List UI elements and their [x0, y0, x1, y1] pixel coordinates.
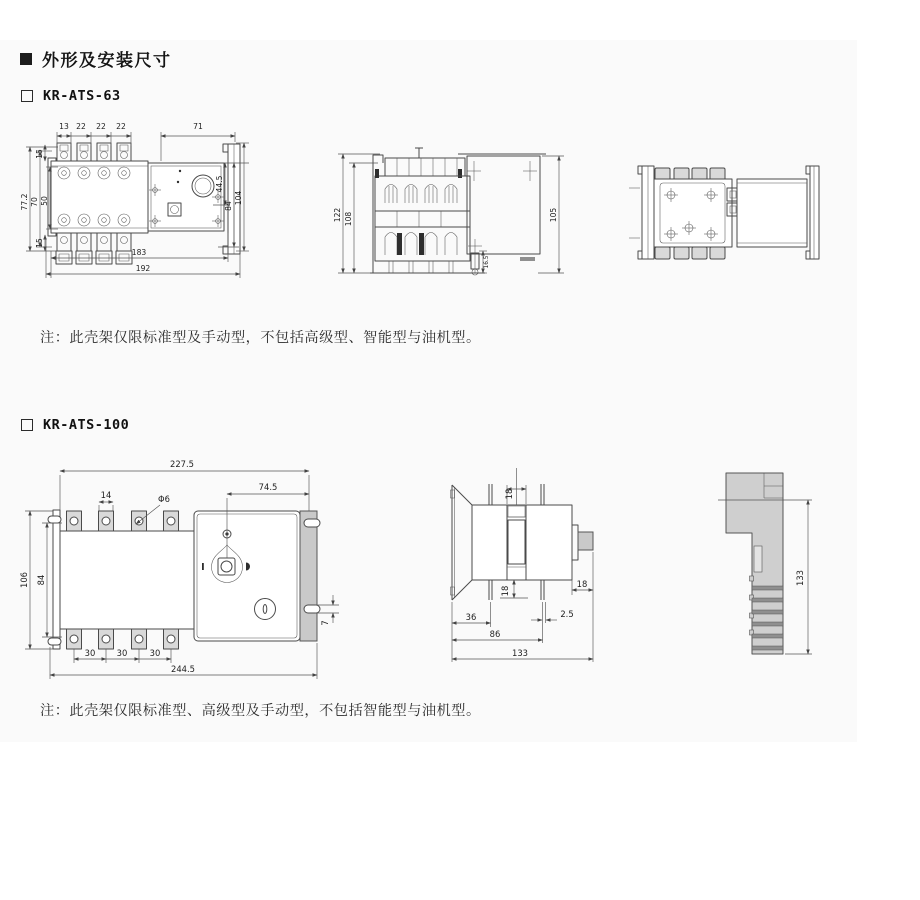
- page-title: 外形及安装尺寸: [42, 51, 172, 70]
- operator-panel: [194, 511, 300, 641]
- switch-base: [654, 179, 739, 247]
- filled-square-bullet-icon: [20, 53, 32, 65]
- dim-label: 84: [224, 201, 233, 211]
- dim-label: 15: [35, 238, 44, 248]
- open-square-bullet-icon: [21, 90, 33, 102]
- dim-label: 22: [76, 122, 86, 131]
- dim-label: 227.5: [170, 459, 194, 469]
- right-flange: [300, 511, 320, 641]
- dim-label: 77.2: [20, 193, 29, 211]
- left-flange: [48, 510, 61, 649]
- side-plate: [458, 154, 546, 261]
- dim-label: 244.5: [171, 664, 195, 674]
- section-header-ats100: [21, 417, 129, 433]
- ats100-side-view-drawing: [430, 460, 615, 668]
- arc-chute-funnel: [451, 485, 473, 600]
- dim-label: 133: [512, 648, 528, 658]
- dim-label: 18: [576, 579, 588, 589]
- dim-label: 22: [96, 122, 106, 131]
- dim-label: 22: [116, 122, 126, 131]
- switch-body: [472, 484, 593, 600]
- dim-label: 106: [19, 572, 29, 588]
- dim-label: 16.5: [484, 255, 490, 269]
- dim-label: 104: [234, 190, 243, 206]
- ats63-side-view-drawing: [330, 133, 570, 295]
- dim-label: Φ6: [158, 494, 170, 504]
- dim-label: 70: [30, 197, 39, 207]
- dim-label: 13: [59, 122, 69, 131]
- dim-label: 192: [135, 264, 151, 273]
- note-ats100: 注：此壳架仅限标准型、高级型及手动型，不包括智能型与油机型。: [40, 703, 481, 719]
- dim-label: 14: [100, 490, 112, 500]
- dim-label: 50: [40, 196, 49, 206]
- rear-panel: [737, 179, 807, 247]
- operator-panel: [148, 163, 224, 231]
- model-label-ats100: KR-ATS-100: [43, 417, 130, 433]
- page-title-row: [20, 46, 172, 71]
- dim-label: 15: [35, 149, 44, 159]
- dim-label: 36: [465, 612, 477, 622]
- dim-label: 71: [193, 122, 203, 131]
- switch-body: [60, 511, 194, 649]
- ats63-rear-view-drawing: [627, 143, 842, 278]
- dim-label: 30: [116, 648, 128, 658]
- dim-label: 44.5: [215, 175, 224, 193]
- dim-label: 86: [489, 629, 501, 639]
- dim-label: 84: [36, 574, 46, 586]
- switch-body: [48, 143, 148, 264]
- dim-label: 133: [795, 570, 805, 586]
- dim-label: 7: [320, 620, 330, 626]
- dim-label: 105: [549, 207, 558, 223]
- ats63-front-view-drawing: [18, 116, 273, 301]
- dim-label: 183: [131, 248, 147, 257]
- dim-label: 108: [344, 211, 353, 227]
- model-label-ats63: KR-ATS-63: [43, 88, 121, 104]
- ats100-front-view-drawing: [17, 453, 352, 681]
- section-header-ats63: [21, 88, 121, 104]
- open-square-bullet-icon: [21, 419, 33, 431]
- dim-label: 2.5: [560, 609, 574, 619]
- ats100-profile-view-drawing: [700, 458, 865, 676]
- note-ats63: 注：此壳架仅限标准型及手动型，不包括高级型、智能型与油机型。: [40, 330, 481, 346]
- dim-label: 18: [500, 585, 510, 597]
- dim-label: 122: [333, 207, 342, 223]
- right-bracket: [806, 166, 819, 259]
- left-bracket: [629, 166, 654, 259]
- dim-label: 74.5: [258, 482, 278, 492]
- dim-label: 30: [149, 648, 161, 658]
- dim-label: 18: [504, 488, 514, 500]
- dim-label: 30: [84, 648, 96, 658]
- dimension-labels: [795, 570, 805, 586]
